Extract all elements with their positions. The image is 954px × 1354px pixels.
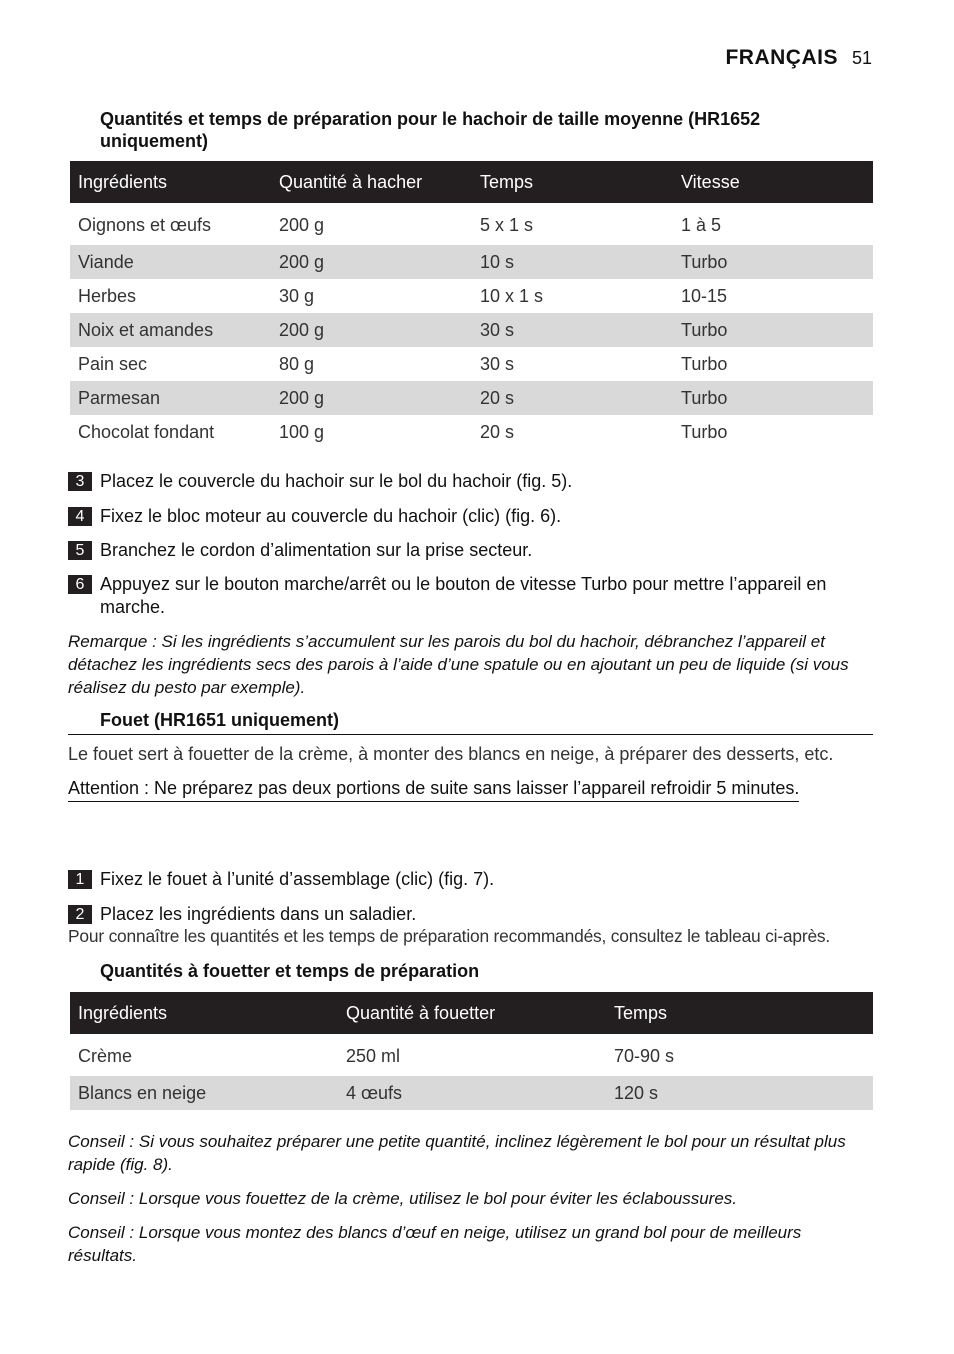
step-text: Placez le couvercle du hachoir sur le bol du hachoir (fig. 5). bbox=[100, 471, 573, 491]
step-number: 2 bbox=[68, 905, 92, 924]
column-header: Vitesse bbox=[673, 161, 873, 203]
table-cell: Oignons et œufs bbox=[78, 214, 212, 235]
column-header: Temps bbox=[606, 992, 873, 1034]
step-item bbox=[68, 539, 874, 562]
step-item bbox=[68, 573, 874, 619]
table-cell: Crème bbox=[78, 1045, 133, 1066]
step-text: Placez les ingrédients dans un saladier. bbox=[100, 904, 417, 924]
table-row bbox=[70, 279, 873, 313]
column-header: Temps bbox=[472, 161, 673, 203]
table-cell: Parmesan bbox=[70, 381, 271, 415]
tip-note: Conseil : Lorsque vous fouettez de la crème, utilisez le bol pour éviter les éclaboussures. bbox=[68, 1189, 738, 1208]
table-row bbox=[70, 415, 873, 449]
whisking-table bbox=[70, 992, 873, 1110]
section-heading bbox=[68, 708, 873, 735]
step-text: Appuyez sur le bouton marche/arrêt ou le bouton de vitesse Turbo pour mettre l’appareil en marche. bbox=[100, 574, 827, 617]
table-cell: 20 s bbox=[480, 421, 515, 442]
table-cell: 10 s bbox=[472, 245, 673, 279]
table-row bbox=[70, 203, 873, 245]
table-cell: 120 s bbox=[606, 1076, 873, 1110]
step2-note: Pour connaître les quantités et les temps de préparation recommandés, consultez le tableau ci-après. bbox=[68, 926, 831, 946]
step-number: 3 bbox=[68, 472, 92, 491]
chopping-table bbox=[70, 161, 873, 449]
table-cell: 30 s bbox=[472, 313, 673, 347]
table-cell: 30 s bbox=[480, 353, 515, 374]
language-label: FRANÇAIS bbox=[725, 46, 838, 69]
table-cell: Turbo bbox=[673, 381, 873, 415]
table-row bbox=[70, 1034, 873, 1076]
tip-note: Conseil : Si vous souhaitez préparer une petite quantité, inclinez légèrement le bol pour un résultat plus rapide (fig. 8). bbox=[68, 1132, 846, 1174]
table-cell: 200 g bbox=[271, 245, 472, 279]
page-number: 51 bbox=[851, 48, 872, 68]
step-text: Branchez le cordon d’alimentation sur la prise secteur. bbox=[100, 540, 533, 560]
table-cell: 20 s bbox=[472, 381, 673, 415]
step-item bbox=[68, 903, 874, 926]
table-row bbox=[70, 313, 873, 347]
attention-note: Attention : Ne préparez pas deux portions de suite sans laisser l’appareil refroidir 5 minutes. bbox=[68, 777, 799, 802]
step-number: 5 bbox=[68, 541, 92, 560]
table-cell: Turbo bbox=[673, 245, 873, 279]
whisk-intro: Le fouet sert à fouetter de la crème, à monter des blancs en neige, à préparer des desserts, etc. bbox=[68, 744, 834, 764]
table-cell: 200 g bbox=[271, 381, 472, 415]
step-text: Fixez le bloc moteur au couvercle du hachoir (clic) (fig. 6). bbox=[100, 506, 562, 526]
table-cell: 4 œufs bbox=[338, 1076, 606, 1110]
step-item bbox=[68, 868, 874, 891]
table-cell: 1 à 5 bbox=[681, 214, 722, 235]
table-cell: Viande bbox=[70, 245, 271, 279]
table-cell: 250 ml bbox=[346, 1045, 401, 1066]
table-cell: Herbes bbox=[78, 285, 137, 306]
table-row bbox=[70, 347, 873, 381]
column-header: Quantité à fouetter bbox=[338, 992, 606, 1034]
step-text: Fixez le fouet à l’unité d’assemblage (clic) (fig. 7). bbox=[100, 869, 495, 889]
table-header-row bbox=[70, 992, 873, 1034]
table-cell: 10 x 1 s bbox=[480, 285, 544, 306]
column-header: Quantité à hacher bbox=[271, 161, 472, 203]
table2-title: Quantités à fouetter et temps de préparation bbox=[100, 961, 480, 981]
table-cell: 200 g bbox=[271, 313, 472, 347]
step-number: 1 bbox=[68, 870, 92, 889]
tip-note: Conseil : Lorsque vous montez des blancs d’œuf en neige, utilisez un grand bol pour de meilleurs résultats. bbox=[68, 1223, 802, 1265]
table-cell: Chocolat fondant bbox=[78, 421, 215, 442]
column-header: Ingrédients bbox=[70, 161, 271, 203]
page-header bbox=[725, 46, 872, 70]
table-row bbox=[70, 1076, 873, 1110]
step-item bbox=[68, 505, 874, 528]
step-item bbox=[68, 470, 874, 493]
step-number: 6 bbox=[68, 575, 92, 594]
table-cell: Blancs en neige bbox=[70, 1076, 338, 1110]
table-cell: 80 g bbox=[279, 353, 315, 374]
table-cell: 5 x 1 s bbox=[480, 214, 534, 235]
table-cell: 30 g bbox=[279, 285, 315, 306]
table-cell: 70-90 s bbox=[614, 1045, 675, 1066]
table-cell: 200 g bbox=[279, 214, 325, 235]
table-cell: 10-15 bbox=[681, 285, 728, 306]
table-cell: Noix et amandes bbox=[70, 313, 271, 347]
table-row bbox=[70, 245, 873, 279]
table-cell: Pain sec bbox=[78, 353, 148, 374]
whisk-heading: Fouet (HR1651 uniquement) bbox=[100, 710, 340, 730]
table-cell: Turbo bbox=[681, 353, 728, 374]
table-header-row bbox=[70, 161, 873, 203]
table-cell: Turbo bbox=[681, 421, 728, 442]
table-cell: 100 g bbox=[279, 421, 325, 442]
table-row bbox=[70, 381, 873, 415]
remark-note: Remarque : Si les ingrédients s’accumulent sur les parois du bol du hachoir, débranchez l’appareil et détachez les ingrédients secs des parois à l’aide d’une spatule ou en ajoutant un peu de liquide (si vous réalisez du pesto par exemple). bbox=[68, 632, 849, 697]
table-cell: Turbo bbox=[673, 313, 873, 347]
step-number: 4 bbox=[68, 507, 92, 526]
column-header: Ingrédients bbox=[70, 992, 338, 1034]
table1-title: Quantités et temps de préparation pour le hachoir de taille moyenne (HR1652 uniquement) bbox=[100, 109, 761, 151]
